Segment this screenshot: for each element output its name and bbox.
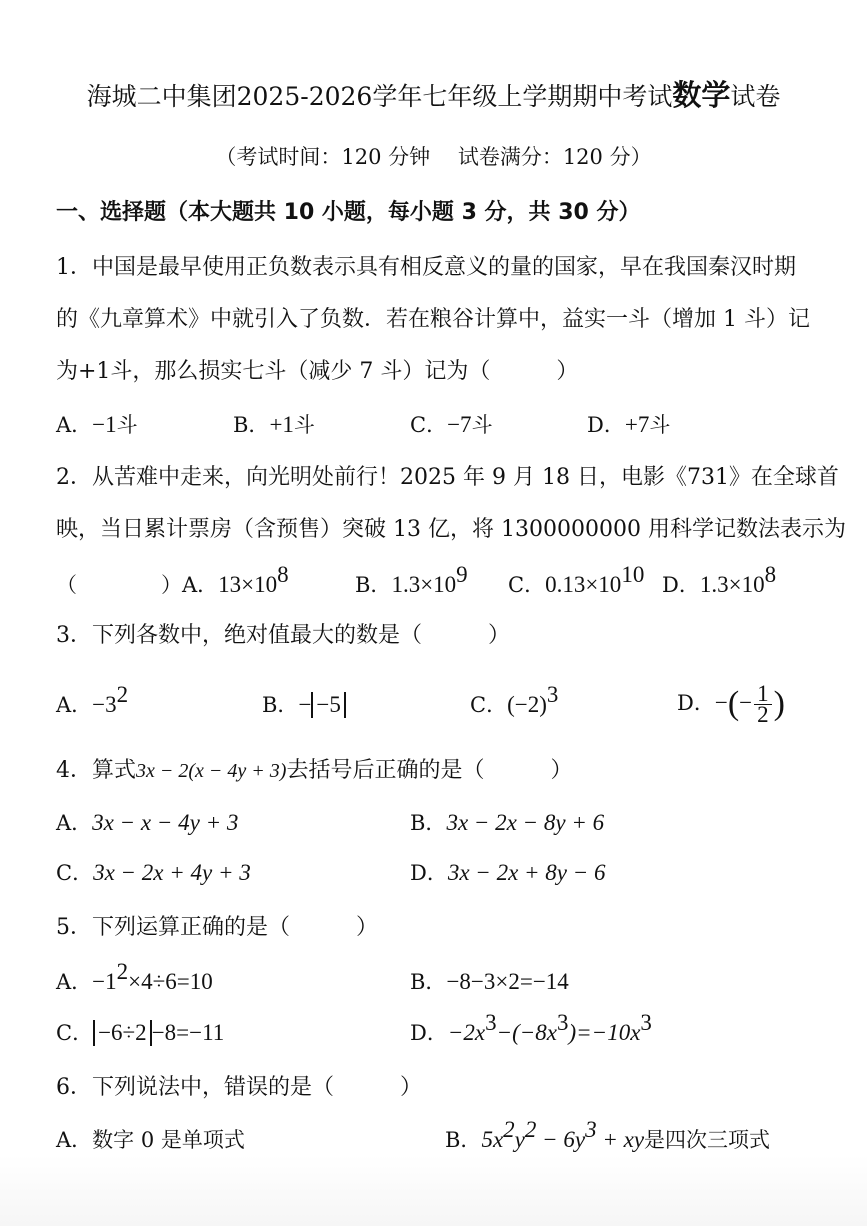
- q1-line3: 为+1斗，那么损实七斗（减少 7 斗）记为（ ）: [56, 359, 579, 384]
- q1-line2: 的《九章算术》中就引入了负数．若在粮谷计算中，益实一斗（增加 1 斗）记: [56, 307, 810, 332]
- title-suffix: 试卷: [730, 82, 781, 111]
- q5-stem: 5．下列运算正确的是（ ）: [56, 915, 378, 940]
- q2-option-d: D．$1.3\times 10^8$: [662, 562, 777, 597]
- q1-option-d: D．+7斗: [587, 412, 671, 437]
- q4-option-b: B．3x − 2x − 8y + 6: [410, 810, 605, 835]
- page-bottom-fade: [0, 1155, 867, 1226]
- q2-line2: 映，当日累计票房（含预售）突破 13 亿，将 1300000000 用科学记数法表示为: [56, 517, 846, 542]
- q1-option-c: C．−7斗: [410, 412, 493, 437]
- q4-option-d: D．3x − 2x + 8y − 6: [410, 860, 606, 885]
- q5-option-b: B．−8−3×2=−14: [410, 969, 569, 994]
- exam-subtitle: （考试时间：120 分钟 试卷满分：120 分）: [215, 145, 652, 169]
- q6-option-a: A．数字 0 是单项式: [56, 1128, 245, 1152]
- q3-option-b: B．− −5: [262, 690, 346, 720]
- q1-line1: 1．中国是最早使用正负数表示具有相反意义的量的国家，早在我国秦汉时期: [56, 255, 796, 280]
- q2-option-a: A．$13\times 10^8$: [182, 562, 289, 597]
- q2-option-b: B．$1.3\times 10^9$: [355, 562, 468, 597]
- q4-option-a: A．3x − x − 4y + 3: [56, 810, 239, 835]
- title-subject: 数学: [672, 78, 731, 112]
- q4-option-c: C．3x − 2x + 4y + 3: [56, 860, 251, 885]
- q6-option-b-polynomial: $5x^2y^2 - 6y^3$ + xy: [481, 1117, 645, 1152]
- q5-option-d: D．$-2x^3-(-8x^3)=-10x^3$: [410, 1010, 652, 1045]
- q3-option-c: C．$(-2)^3$: [470, 682, 559, 717]
- q1-option-a: A．−1斗: [56, 412, 138, 437]
- q2-line1: 2．从苦难中走来，向光明处前行！2025 年 9 月 18 日，电影《731》在全球首: [56, 465, 839, 490]
- section-heading: 一、选择题（本大题共 10 小题，每小题 3 分，共 30 分）: [56, 200, 641, 225]
- one-half-fraction: $\frac{1}{2}$: [754, 684, 772, 725]
- q2-answer-bracket: （ ）: [56, 573, 182, 597]
- q3-option-a: A．$-3^2$: [56, 682, 129, 717]
- q5-option-a: A．$-1^2\times 4\div 6=10$: [56, 959, 213, 994]
- q3-option-d: D．−(− $\frac{1}{2}$ ): [677, 681, 785, 727]
- title-main: 海城二中集团2025-2026学年七年级上学期期中考试: [86, 82, 673, 111]
- q1-option-b: B．+1斗: [233, 412, 315, 437]
- q6-stem: 6．下列说法中，错误的是（ ）: [56, 1075, 422, 1100]
- q6-option-b: B．$5x^2y^2 - 6y^3$ + xy是四次三项式: [445, 1117, 771, 1152]
- q4-stem: 4．算式3x − 2(x − 4y + 3)去括号后正确的是（ ）: [56, 758, 573, 783]
- q2-option-c: C．$0.13\times 10^{10}$: [508, 562, 645, 597]
- q3-stem: 3．下列各数中，绝对值最大的数是（ ）: [56, 623, 510, 648]
- exam-title: [0, 78, 867, 114]
- q5-option-c: C． −6÷2 −8=−11: [56, 1020, 225, 1045]
